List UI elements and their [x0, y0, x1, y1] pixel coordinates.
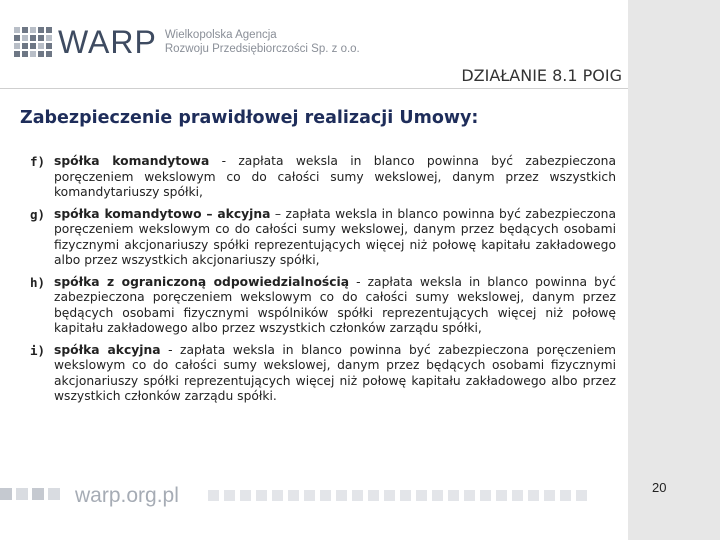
- item-body: [54, 275, 616, 337]
- item-bold: spółka komandytowo – akcyjna: [54, 206, 271, 221]
- footer-squares-icon: [0, 488, 64, 500]
- logo-subtitle: [165, 28, 360, 56]
- list-item-i: [30, 343, 616, 405]
- footer-url: warp.org.pl: [75, 484, 179, 507]
- item-text: - zapłata weksla in blanco powinna być zabezpieczona poręczeniem wekslowym co do całości sumy wekslowej, danym przez będących osobami fizycznymi akcjonariuszy spółki reprezentujących więcej niż połowę kapitału zakładowego albo przez wszystkich członków zarządu spółki.: [54, 342, 616, 403]
- header-divider: [0, 88, 628, 89]
- item-marker: g): [30, 206, 46, 222]
- page-title: Zabezpieczenie prawidłowej realizacji Umowy:: [20, 108, 479, 128]
- items-list: [30, 154, 616, 411]
- action-label: DZIAŁANIE 8.1 POIG: [461, 66, 622, 85]
- item-bold: spółka akcyjna: [54, 342, 161, 357]
- list-item-h: [30, 275, 616, 337]
- footer-dots-icon: [208, 490, 592, 501]
- item-body: [54, 343, 616, 405]
- logo-text: WARP: [58, 24, 157, 60]
- item-bold: spółka komandytowa: [54, 154, 210, 168]
- page-number: 20: [652, 480, 667, 495]
- item-bold: spółka z ograniczoną odpowiedzialnością: [54, 274, 350, 289]
- side-panel: [628, 0, 720, 540]
- item-text: – zapłata weksla in blanco powinna być zabezpieczona poręczeniem wekslowym co do całości sumy wekslowej, danym przez będących osobami fizycznymi akcjonariuszy spółki reprezentujących więcej niż połowę kapitału zakładowego albo przez wszystkich akcjonariuszy spółki,: [54, 206, 616, 267]
- list-item-f: [30, 154, 616, 201]
- logo-subtitle-line1: Wielkopolska Agencja: [164, 29, 277, 41]
- footer: [0, 478, 628, 518]
- list-item-g: [30, 207, 616, 269]
- item-body: [54, 207, 616, 269]
- item-text: - zapłata weksla in blanco powinna być zabezpieczona poręczeniem wekslowym co do całości sumy wekslowej, danym przez będących osobami fizycznymi wspólników spółki reprezentujących więcej niż połowę kapitału zakładowego albo przez wszystkich członków zarządu spółki,: [54, 274, 616, 335]
- logo-subtitle-line2: Rozwoju Przedsiębiorczości Sp. z o.o.: [164, 43, 360, 55]
- logo-mark-icon: [14, 27, 52, 57]
- item-marker: h): [30, 274, 46, 290]
- item-text: - zapłata weksla in blanco powinna być zabezpieczona poręczeniem wekslowym co do całości sumy wekslowej, danym przez wszystkich komandytariuszy spółki,: [54, 154, 616, 199]
- item-body: [54, 154, 616, 201]
- item-marker: i): [30, 342, 46, 358]
- item-marker: f): [30, 154, 46, 169]
- logo: [14, 24, 360, 60]
